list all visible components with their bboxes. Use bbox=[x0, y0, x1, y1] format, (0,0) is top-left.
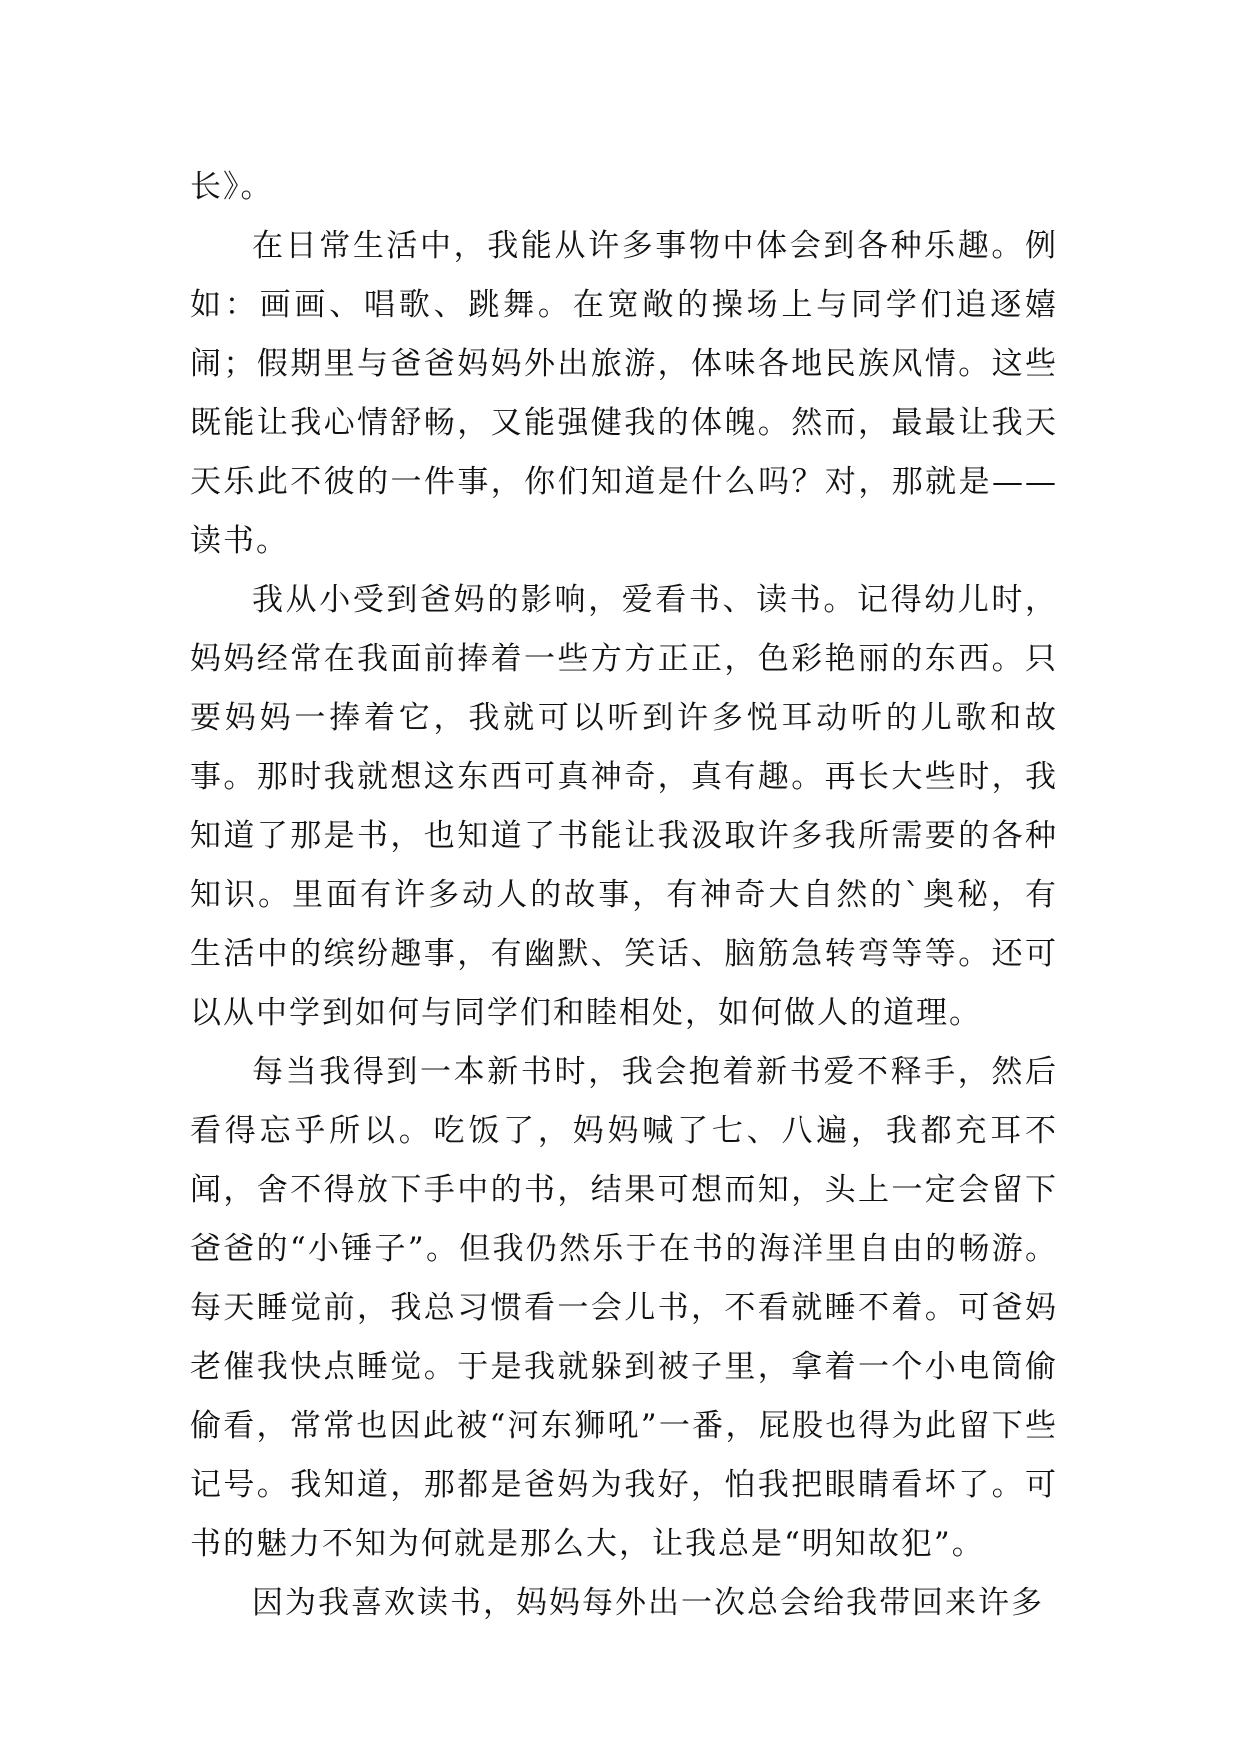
paragraph-continuation: 长》。 bbox=[190, 169, 274, 205]
document-body bbox=[190, 158, 1058, 1633]
paragraph-childhood-reading: 我从小受到爸妈的影响，爱看书、读书。记得幼儿时，妈妈经常在我面前捧着一些方方正正，色彩艳丽的东西。只要妈妈一捧着它，我就可以听到许多悦耳动听的儿歌和故事。那时我就想这东西可真神奇，真有趣。再长大些时，我知道了那是书，也知道了书能让我汲取许多我所需要的各种知识。里面有许多动人的故事，有神奇大自然的`奥秘，有生活中的缤纷趣事，有幽默、笑话、脑筋急转弯等等。还可以从中学到如何与同学们和睦相处，如何做人的道理。 bbox=[190, 582, 1058, 1031]
paragraph-mother-books: 因为我喜欢读书，妈妈每外出一次总会给我带回来许多 bbox=[252, 1585, 1044, 1621]
paragraph-new-book: 每当我得到一本新书时，我会抱着新书爱不释手，然后看得忘乎所以。吃饭了，妈妈喊了七、八遍，我都充耳不闻，舍不得放下手中的书，结果可想而知，头上一定会留下爸爸的“小锤子”。但我仍然乐于在书的海洋里自由的畅游。每天睡觉前，我总习惯看一会儿书，不看就睡不着。可爸妈老催我快点睡觉。于是我就躲到被子里，拿着一个小电筒偷偷看，常常也因此被“河东狮吼”一番，屁股也得为此留下些记号。我知道，那都是爸妈为我好，怕我把眼睛看坏了。可书的魅力不知为何就是那么大，让我总是“明知故犯”。 bbox=[190, 1054, 1058, 1562]
paragraph-daily-life: 在日常生活中，我能从许多事物中体会到各种乐趣。例如：画画、唱歌、跳舞。在宽敞的操场上与同学们追逐嬉闹；假期里与爸爸妈妈外出旅游，体味各地民族风情。这些既能让我心情舒畅，又能强健我的体魄。然而，最最让我天天乐此不彼的一件事，你们知道是什么吗？对，那就是——读书。 bbox=[190, 228, 1058, 559]
